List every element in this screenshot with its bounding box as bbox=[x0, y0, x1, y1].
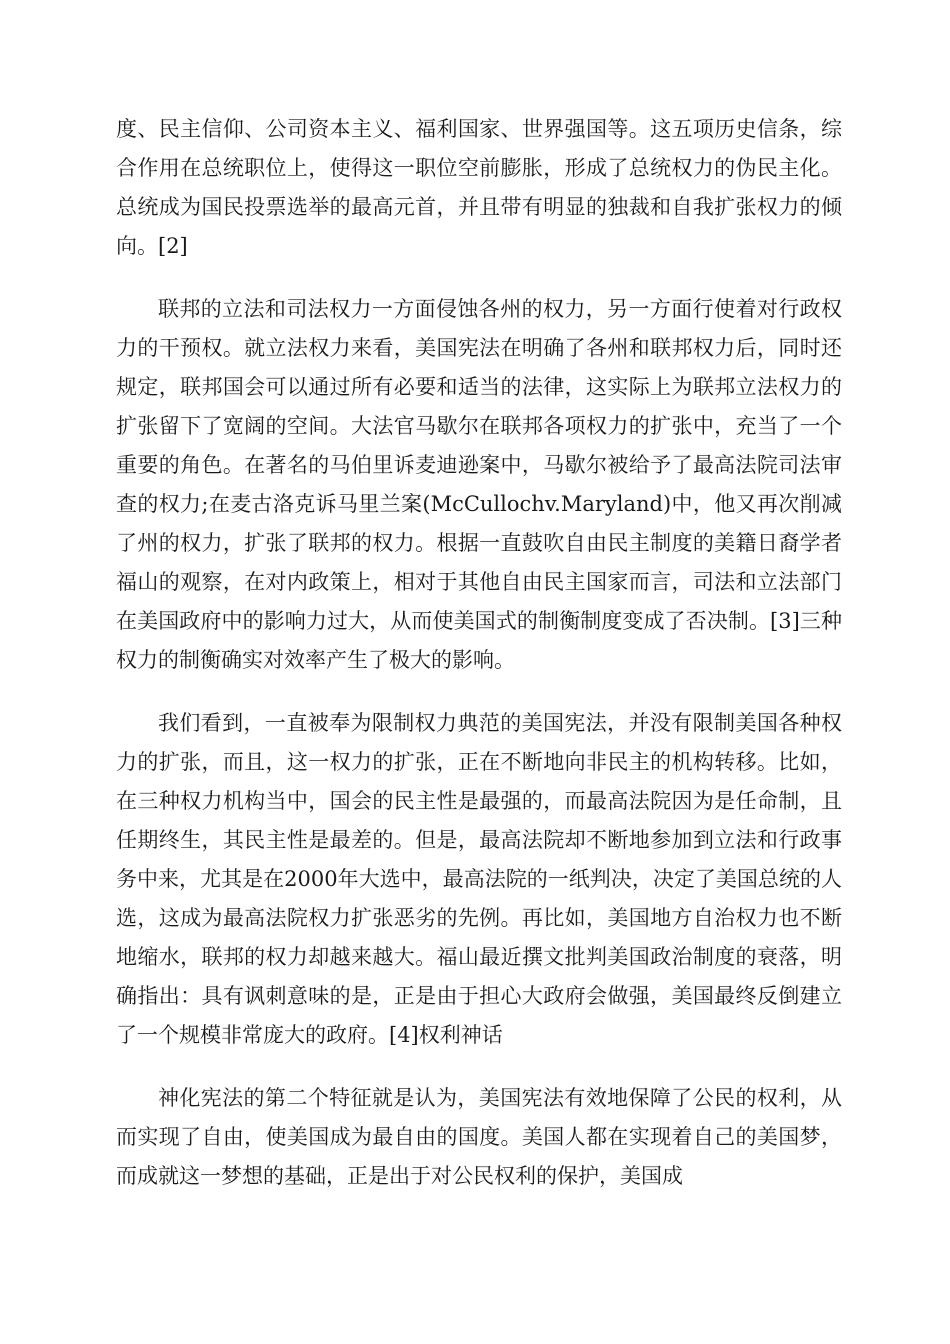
paragraph-3: 我们看到，一直被奉为限制权力典范的美国宪法，并没有限制美国各种权力的扩张，而且，这一权力的扩张，正在不断地向非民主的机构转移。比如，在三种权力机构当中，国会的民主性是最强的，而最高法院因为是任命制，且任期终生，其民主性是最差的。但是，最高法院却不断地参加到立法和行政事务中来，尤其是在2000年大选中，最高法院的一纸判决，决定了美国总统的人选，这成为最高法院权力扩张恶劣的先例。再比如，美国地方自治权力也不断地缩水，联邦的权力却越来越大。福山最近撰文批判美国政治制度的衰落，明确指出：具有讽刺意味的是，正是由于担心大政府会做强，美国最终反倒建立了一个规模非常庞大的政府。[4]权利神话 bbox=[116, 711, 842, 1047]
paragraph-4: 神化宪法的第二个特征就是认为，美国宪法有效地保障了公民的权利，从而实现了自由，使美国成为最自由的国度。美国人都在实现着自己的美国梦，而成就这一梦想的基础，正是出于对公民权利的保护，美国成 bbox=[116, 1086, 842, 1188]
paragraph-2: 联邦的立法和司法权力一方面侵蚀各州的权力，另一方面行使着对行政权力的干预权。就立法权力来看，美国宪法在明确了各州和联邦权力后，同时还规定，联邦国会可以通过所有必要和适当的法律，这实际上为联邦立法权力的扩张留下了宽阔的空间。大法官马歇尔在联邦各项权力的扩张中，充当了一个重要的角色。在著名的马伯里诉麦迪逊案中，马歇尔被给予了最高法院司法审查的权力;在麦古洛克诉马里兰案(McCullochv.Maryland)中，他又再次削减了州的权力，扩张了联邦的权力。根据一直鼓吹自由民主制度的美籍日裔学者福山的观察，在对内政策上，相对于其他自由民主国家而言，司法和立法部门在美国政府中的影响力过大，从而使美国式的制衡制度变成了否决制。[3]三种权力的制衡确实对效率产生了极大的影响。 bbox=[116, 297, 842, 672]
paragraph-1: 度、民主信仰、公司资本主义、福利国家、世界强国等。这五项历史信条，综合作用在总统职位上，使得这一职位空前膨胀，形成了总统权力的伪民主化。总统成为国民投票选举的最高元首，并且带有明显的独裁和自我扩张权力的倾向。[2] bbox=[116, 117, 842, 258]
document-page bbox=[116, 110, 842, 1220]
